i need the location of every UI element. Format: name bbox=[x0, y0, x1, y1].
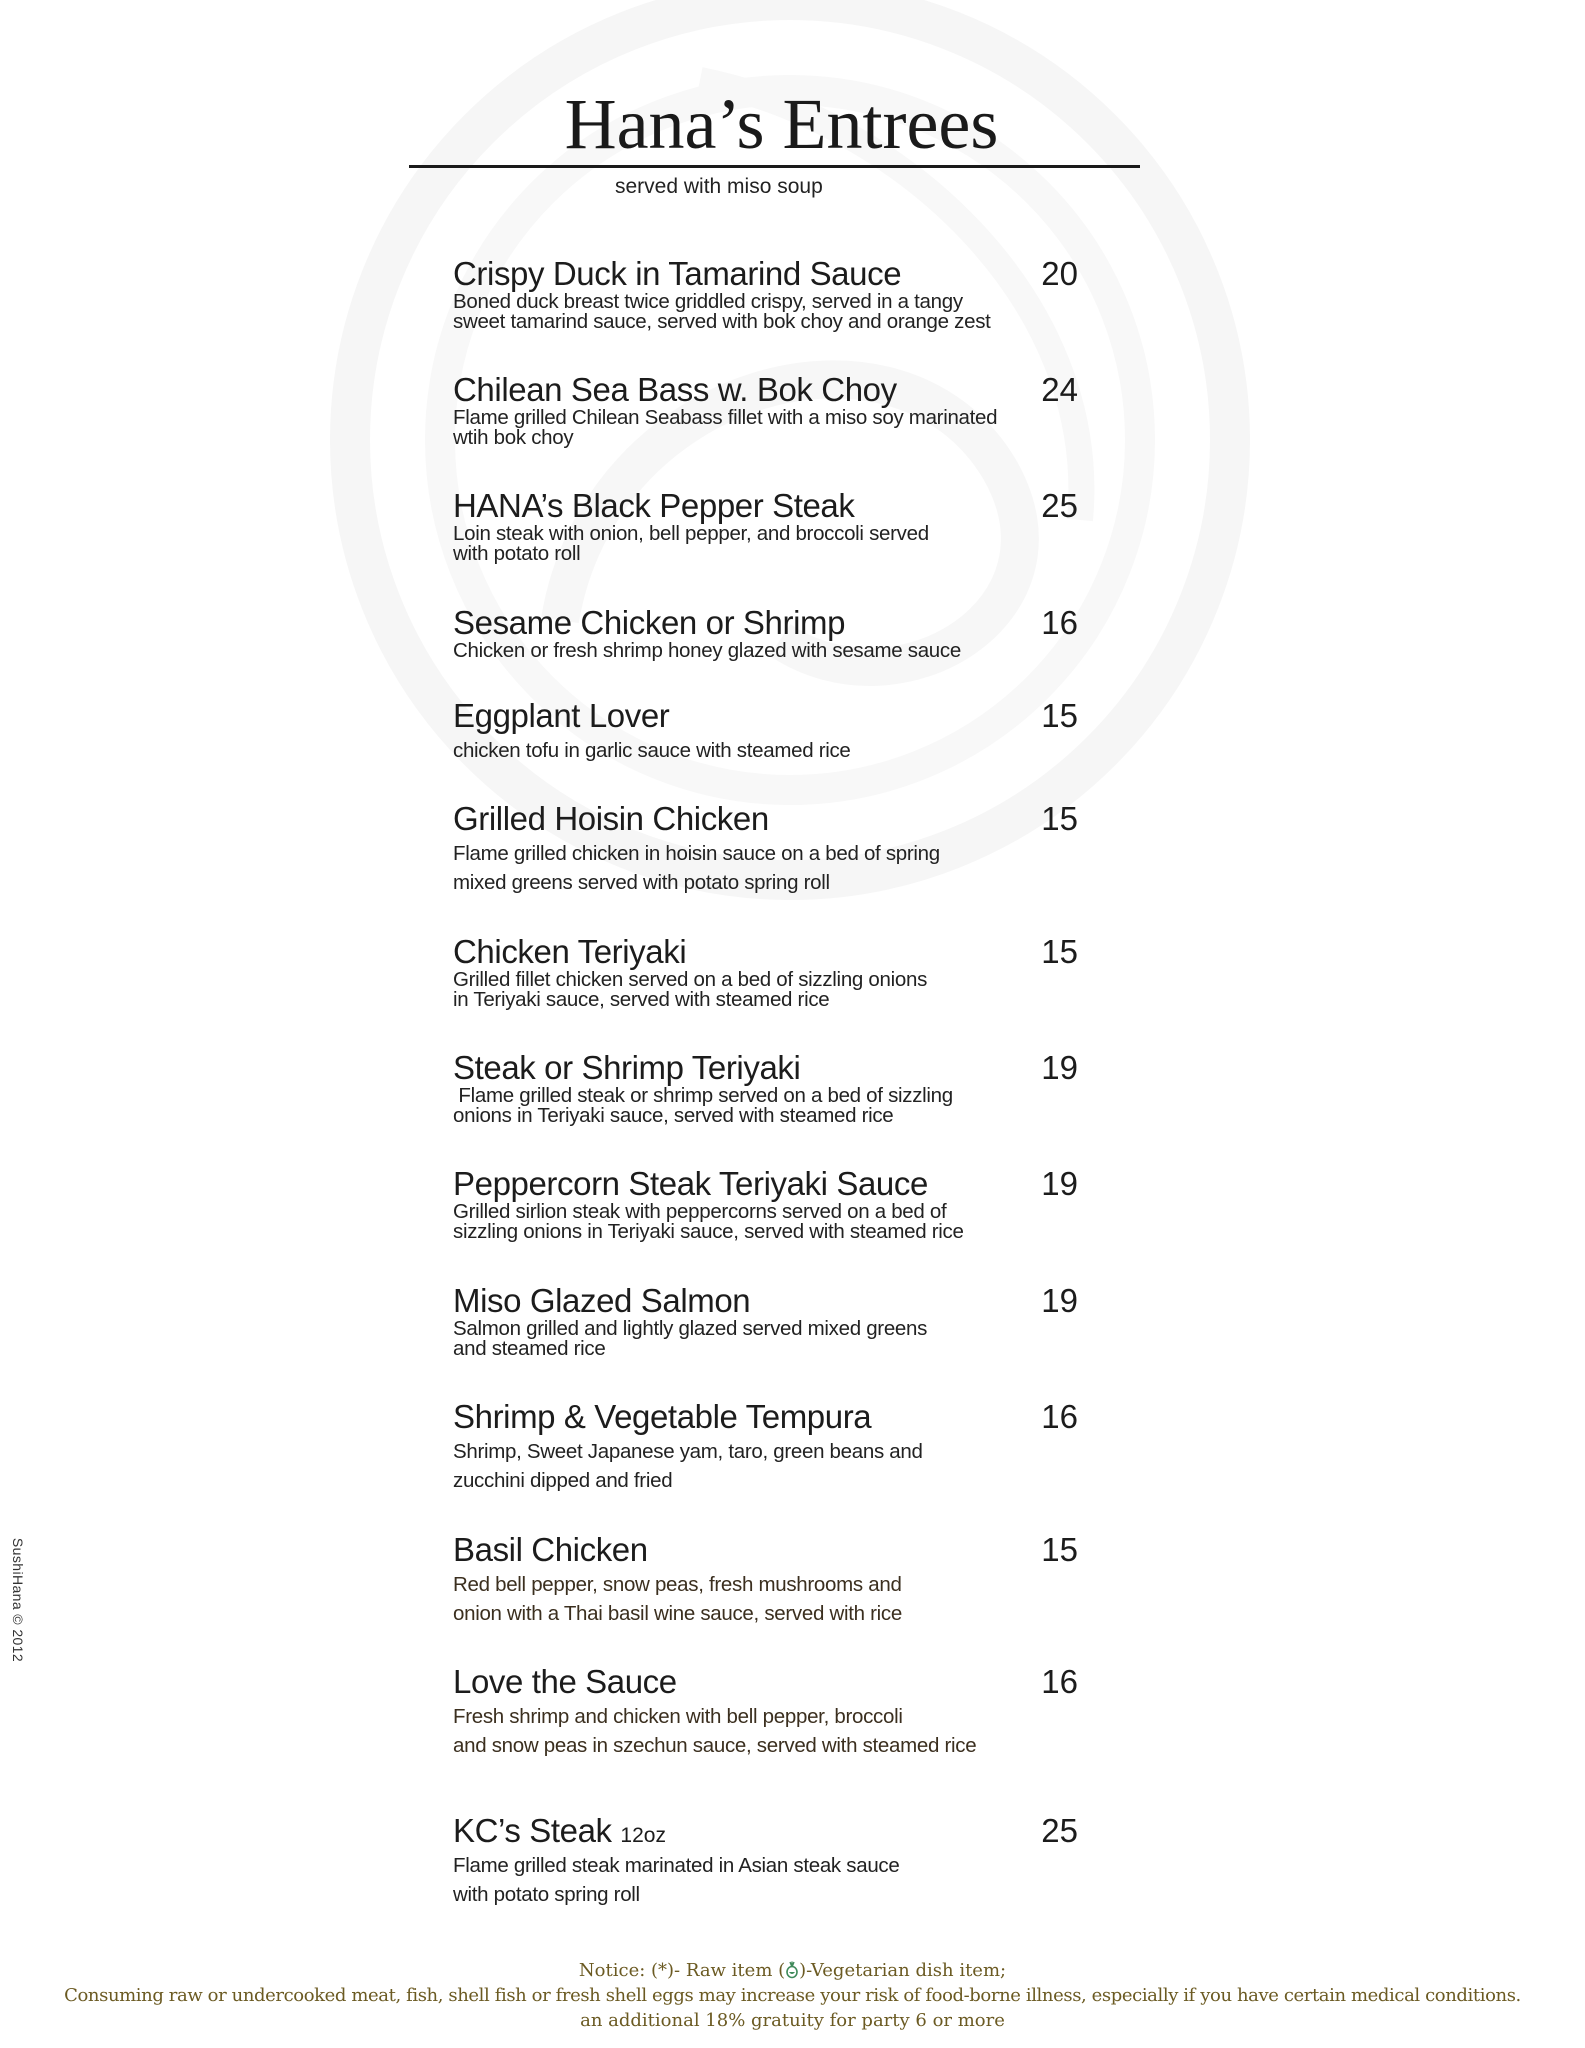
menu-item bbox=[453, 1397, 1078, 1495]
menu-item bbox=[453, 1662, 1078, 1760]
item-description-line: Fresh shrimp and chicken with bell pepper, broccoli bbox=[453, 1705, 903, 1728]
item-name: HANA’s Black Pepper Steak bbox=[453, 487, 855, 524]
notice-suffix: )-Vegetarian dish item; bbox=[799, 1960, 1007, 1981]
item-price: 15 bbox=[1041, 933, 1078, 970]
item-description-line: sizzling onions in Teriyaki sauce, served with steamed rice bbox=[453, 1220, 964, 1243]
item-description-line: Flame grilled steak or shrimp served on a bed of sizzling bbox=[453, 1084, 953, 1107]
copyright-note: SushiHana © 2012 bbox=[10, 1537, 26, 1663]
item-name: Eggplant Lover bbox=[453, 697, 670, 734]
health-warning: Consuming raw or undercooked meat, fish, shell fish or fresh shell eggs may increase your risk of food-borne illness, especially if you have certain medical conditions. bbox=[64, 1985, 1521, 2006]
item-description-line: Flame grilled chicken in hoisin sauce on a bed of spring bbox=[453, 842, 940, 865]
item-name-text: KC’s Steak bbox=[453, 1812, 612, 1849]
item-description-line: Shrimp, Sweet Japanese yam, taro, green beans and bbox=[453, 1440, 923, 1463]
vegetarian-icon bbox=[785, 1961, 799, 1979]
item-description-line: Loin steak with onion, bell pepper, and broccoli served bbox=[453, 522, 929, 545]
page-subtitle: served with miso soup bbox=[615, 175, 823, 198]
item-description-line: onion with a Thai basil wine sauce, served with rice bbox=[453, 1602, 902, 1625]
item-description-line: Grilled fillet chicken served on a bed of sizzling onions bbox=[453, 968, 928, 991]
item-name: Basil Chicken bbox=[453, 1531, 648, 1568]
item-size-note: 12oz bbox=[620, 1824, 666, 1847]
item-name: Peppercorn Steak Teriyaki Sauce bbox=[453, 1165, 928, 1202]
item-price: 15 bbox=[1041, 1531, 1078, 1568]
menu-item bbox=[453, 1281, 1078, 1361]
item-price: 24 bbox=[1041, 371, 1078, 408]
title-divider bbox=[409, 165, 1140, 168]
item-name: Sesame Chicken or Shrimp bbox=[453, 604, 846, 641]
menu-item bbox=[453, 1811, 1078, 1909]
item-price: 19 bbox=[1041, 1165, 1078, 1202]
menu-item bbox=[453, 1164, 1078, 1244]
item-name: Chilean Sea Bass w. Bok Choy bbox=[453, 371, 897, 408]
menu-item bbox=[453, 486, 1078, 566]
menu-item bbox=[453, 1530, 1078, 1628]
item-description-line: Salmon grilled and lightly glazed served mixed greens bbox=[453, 1317, 928, 1340]
item-price: 16 bbox=[1041, 1663, 1078, 1700]
item-description-line: mixed greens served with potato spring roll bbox=[453, 871, 830, 894]
notice-legend bbox=[0, 1958, 1585, 1983]
item-name: Grilled Hoisin Chicken bbox=[453, 800, 769, 837]
item-description-line: Chicken or fresh shrimp honey glazed with sesame sauce bbox=[453, 639, 961, 662]
item-price: 15 bbox=[1041, 697, 1078, 734]
menu-item bbox=[453, 799, 1078, 897]
item-name: Miso Glazed Salmon bbox=[453, 1282, 751, 1319]
item-price: 25 bbox=[1041, 487, 1078, 524]
notice-prefix: Notice: (*)- Raw item ( bbox=[578, 1960, 786, 1981]
item-name bbox=[453, 1811, 666, 1856]
item-price: 20 bbox=[1041, 255, 1078, 292]
item-description-line: Boned duck breast twice griddled crispy, served in a tangy bbox=[453, 290, 963, 313]
item-description-line: Flame grilled steak marinated in Asian steak sauce bbox=[453, 1854, 900, 1877]
item-description-line: Red bell pepper, snow peas, fresh mushrooms and bbox=[453, 1573, 902, 1596]
menu-item bbox=[453, 932, 1078, 1012]
item-name: Steak or Shrimp Teriyaki bbox=[453, 1049, 801, 1086]
item-description-line: in Teriyaki sauce, served with steamed rice bbox=[453, 988, 830, 1011]
item-description-line: zucchini dipped and fried bbox=[453, 1469, 673, 1492]
footer-notice bbox=[0, 1958, 1585, 2033]
item-price: 16 bbox=[1041, 604, 1078, 641]
item-description-line: and steamed rice bbox=[453, 1337, 606, 1360]
item-description-line: Flame grilled Chilean Seabass fillet with a miso soy marinated bbox=[453, 406, 998, 429]
item-description-line: with potato spring roll bbox=[453, 1883, 640, 1906]
page-title: Hana’s Entrees bbox=[564, 84, 999, 164]
item-price: 19 bbox=[1041, 1282, 1078, 1319]
item-name: Love the Sauce bbox=[453, 1663, 677, 1700]
item-description-line: onions in Teriyaki sauce, served with steamed rice bbox=[453, 1104, 894, 1127]
menu-item bbox=[453, 603, 1078, 663]
item-description-line: sweet tamarind sauce, served with bok choy and orange zest bbox=[453, 310, 991, 333]
item-description-line: and snow peas in szechun sauce, served with steamed rice bbox=[453, 1734, 977, 1757]
menu-item bbox=[453, 1048, 1078, 1128]
item-description-line: chicken tofu in garlic sauce with steamed rice bbox=[453, 739, 851, 762]
item-price: 19 bbox=[1041, 1049, 1078, 1086]
item-description-line: with potato roll bbox=[453, 542, 581, 565]
item-name: Chicken Teriyaki bbox=[453, 933, 687, 970]
item-name: Crispy Duck in Tamarind Sauce bbox=[453, 255, 902, 292]
menu-item bbox=[453, 370, 1078, 450]
item-name: Shrimp & Vegetable Tempura bbox=[453, 1398, 872, 1435]
item-price: 25 bbox=[1041, 1812, 1078, 1849]
item-price: 15 bbox=[1041, 800, 1078, 837]
item-description-line: wtih bok choy bbox=[453, 426, 574, 449]
menu-item bbox=[453, 254, 1078, 334]
gratuity-note: an additional 18% gratuity for party 6 or more bbox=[580, 2010, 1005, 2031]
item-description-line: Grilled sirlion steak with peppercorns served on a bed of bbox=[453, 1200, 947, 1223]
menu-item bbox=[453, 696, 1078, 765]
item-price: 16 bbox=[1041, 1398, 1078, 1435]
